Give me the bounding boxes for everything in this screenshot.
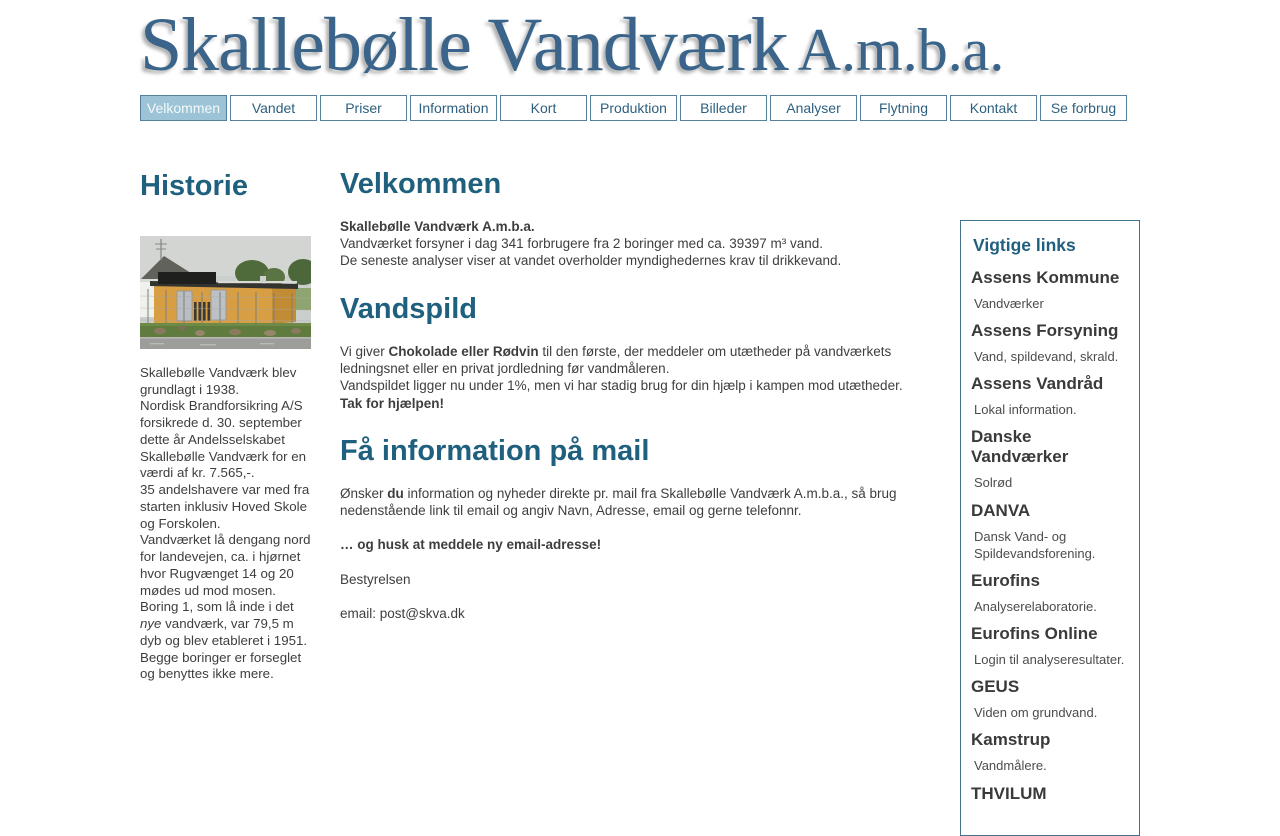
links-box-title: Vigtige links [973, 235, 1076, 255]
welcome-lead-bold: Skallebølle Vandværk A.m.b.a. [340, 218, 535, 234]
mail-reminder [340, 536, 936, 553]
nav-tab-kort[interactable]: Kort [500, 95, 587, 121]
welcome-body-text: Vandværket forsyner i dag 341 forbrugere fra 2 boringer med ca. 39397 m³ vand. De seneste analyser viser at vandet overholder myndighedernes krav til drikkevand. [340, 236, 842, 269]
link-eurofins-online[interactable]: Eurofins Online [971, 624, 1098, 644]
link-item [971, 268, 1129, 312]
important-links-box [960, 220, 1140, 836]
nav-tab-se-forbrug[interactable]: Se forbrug [1040, 95, 1127, 121]
link-item [971, 321, 1129, 365]
link-item [971, 427, 1129, 491]
mail-paragraph [340, 485, 936, 520]
link-danske-vandvaerker-desc: Solrød [974, 475, 1013, 491]
link-geus[interactable]: GEUS [971, 677, 1020, 697]
link-danva-desc: Dansk Vand- og Spildevandsforening. [974, 528, 1096, 561]
page-container [140, 0, 1140, 836]
email-line [340, 605, 936, 622]
link-assens-vandraad-desc: Lokal information. [974, 402, 1077, 418]
signature-line: Bestyrelsen [340, 571, 411, 587]
vandspild-bold-thanks: Tak for hjælpen! [340, 395, 445, 411]
mail-text-1: Ønsker [340, 485, 388, 501]
nav-tab-billeder[interactable]: Billeder [680, 95, 767, 121]
link-danva[interactable]: DANVA [971, 500, 1031, 520]
link-item [971, 501, 1129, 562]
link-assens-forsyning-desc: Vand, spildevand, skrald. [974, 349, 1119, 365]
link-kamstrup-desc: Vandmålere. [974, 758, 1047, 774]
mail-text-2: information og nyheder direkte pr. mail fra Skallebølle Vandværk A.m.b.a., så brug nedenstående link til email og angiv Navn, Adresse, email og gerne telefonnr. [340, 485, 897, 519]
history-title: Historie [140, 170, 248, 202]
main-nav [140, 95, 1140, 121]
link-thvilum[interactable]: THVILUM [971, 783, 1047, 803]
nav-tab-priser[interactable]: Priser [320, 95, 407, 121]
main-column [340, 157, 936, 622]
site-logo [140, 0, 1140, 90]
link-danske-vandvaerker[interactable]: Danske Vandværker [971, 427, 1069, 467]
link-geus-desc: Viden om grundvand. [974, 705, 1098, 721]
history-text [140, 365, 311, 683]
vandspild-text-2: til den første, der meddeler om utætheder på vandværkets ledningsnet eller en privat jordledning før vandmåleren. Vandspildet ligger nu under 1%, men vi har stadig brug for din hjælp i kampen mod utætheder. [340, 343, 903, 394]
link-assens-kommune-desc: Vandværker [974, 296, 1044, 311]
mail-reminder-bold: … og husk at meddele ny email-adresse! [340, 537, 602, 553]
link-kamstrup[interactable]: Kamstrup [971, 730, 1051, 750]
nav-tab-produktion[interactable]: Produktion [590, 95, 677, 121]
vandspild-heading: Vandspild [340, 292, 477, 325]
waterworks-photo [140, 236, 311, 349]
site-logo-main-text: Skallebølle Vandværk [140, 3, 788, 87]
links-column [960, 157, 1140, 836]
site-logo-suffix-text: A.m.b.a. [797, 17, 1005, 83]
nav-tab-information[interactable]: Information [410, 95, 497, 121]
content-row [140, 157, 1140, 836]
vandspild-paragraph [340, 343, 936, 412]
nav-tab-vandet[interactable]: Vandet [230, 95, 317, 121]
link-eurofins[interactable]: Eurofins [971, 570, 1040, 590]
nav-tab-velkommen[interactable]: Velkommen [140, 95, 227, 121]
link-assens-kommune[interactable]: Assens Kommune [971, 268, 1120, 287]
link-item [971, 624, 1129, 668]
mail-bold-du: du [387, 485, 404, 501]
nav-tab-kontakt[interactable]: Kontakt [950, 95, 1037, 121]
vandspild-text-1: Vi giver [340, 343, 389, 359]
history-text-part2: vandværk, var 79,5 m dyb og blev etableret i 1951. Begge boringer er forseglet og benyttes ikke mere. [140, 616, 308, 682]
link-eurofins-online-desc: Login til analyseresultater. [974, 652, 1125, 668]
link-item [971, 784, 1129, 804]
welcome-heading: Velkommen [340, 168, 502, 200]
history-text-part1: Skallebølle Vandværk blev grundlagt i 1938. Nordisk Brandforsikring A/S forsikrede d. 30. september dette år Andelsselskabet Skallebølle Vandværk for en værdi af kr. 7.565,-. 35 andelshavere var med fra starten inklusiv Hoved Skole og Forskolen. Vandværket lå dengang nord for landevejen, ca. i hjørnet hvor Rugvænget 14 og 20 mødes ud mod mosen. Boring 1, som lå inde i det [140, 364, 311, 615]
link-item [971, 677, 1129, 721]
history-column [140, 157, 311, 683]
link-item [971, 730, 1129, 774]
history-text-italic: nye [140, 616, 162, 632]
email-label: email: [340, 605, 380, 621]
link-item [971, 374, 1129, 418]
welcome-paragraph [340, 218, 936, 270]
email-address-link[interactable]: post@skva.dk [379, 605, 465, 621]
nav-tab-analyser[interactable]: Analyser [770, 95, 857, 121]
link-eurofins-desc: Analyserelaboratorie. [974, 598, 1097, 614]
link-assens-forsyning[interactable]: Assens Forsyning [971, 321, 1119, 341]
link-item [971, 571, 1129, 615]
nav-tab-flytning[interactable]: Flytning [860, 95, 947, 121]
mail-heading: Få information på mail [340, 434, 650, 467]
vandspild-bold-reward: Chokolade eller Rødvin [388, 343, 539, 359]
link-assens-vandraad[interactable]: Assens Vandråd [971, 374, 1104, 394]
